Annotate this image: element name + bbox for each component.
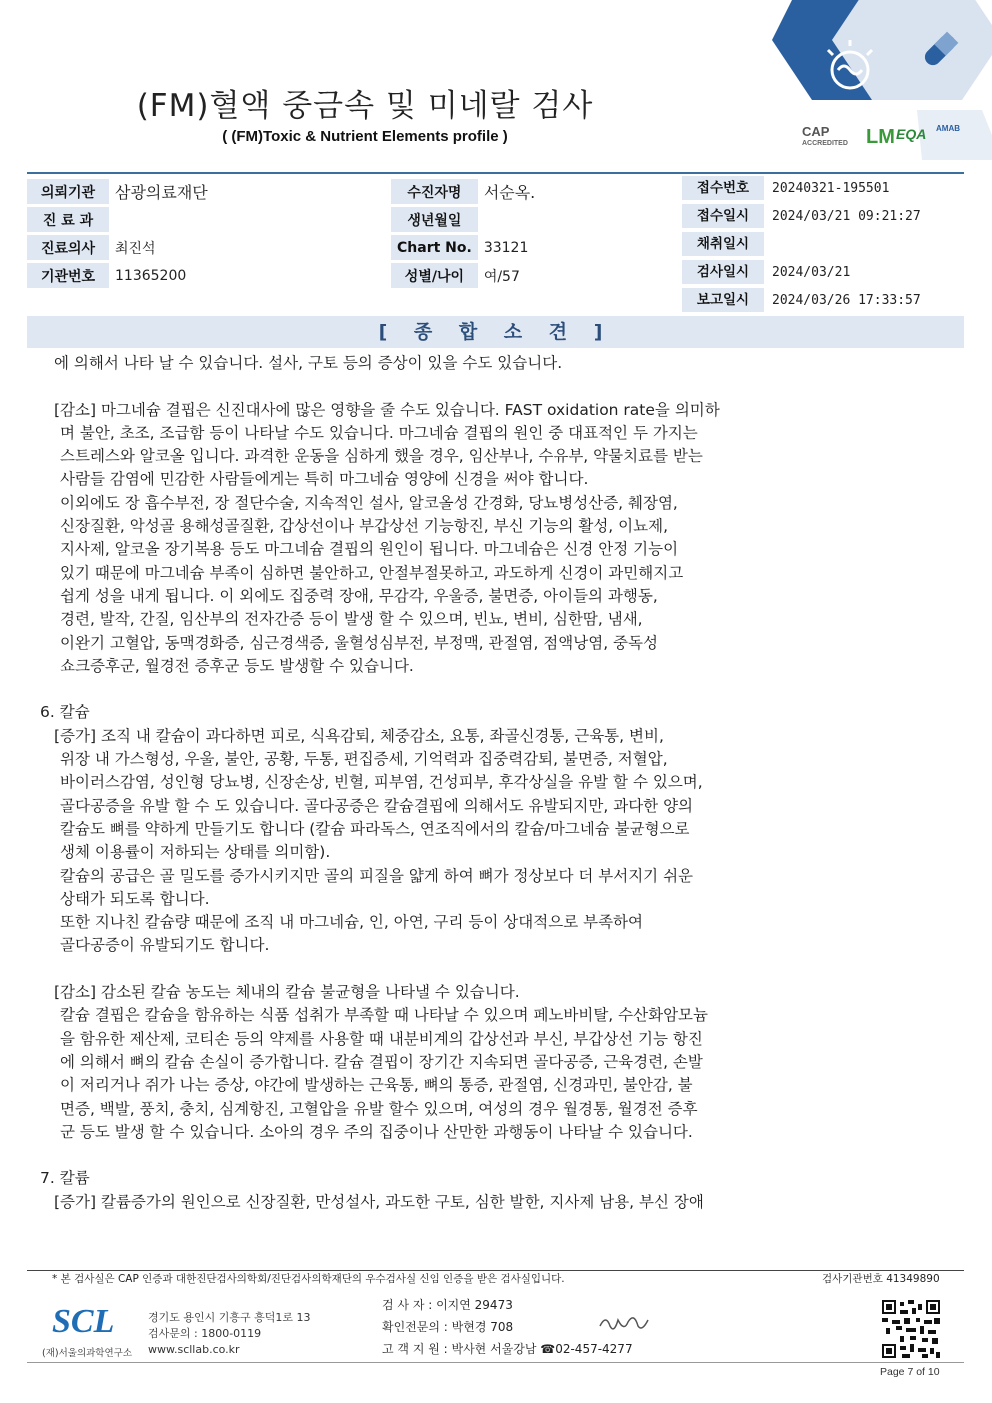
info-value: 최진석: [115, 240, 156, 257]
report-line: 을 함유한 제산제, 코티손 등의 약제를 사용할 때 내분비계의 갑상선과 부신, 부갑상선 기능 항진: [60, 1029, 703, 1048]
certification-note: * 본 검사실은 CAP 인증과 대한진단검사의학회/진단검사의학재단의 우수검사실 신임 인증을 받은 검사실입니다.: [52, 1273, 565, 1285]
scl-logo: SCL: [52, 1303, 115, 1340]
info-label: 의뢰기관: [27, 179, 109, 204]
info-value: 33121: [483, 239, 529, 256]
date-row: [682, 288, 964, 312]
report-line: 있기 때문에 마그네슘 부족이 심하면 불안하고, 안절부절못하고, 과도하게 신경이 과민해지고: [60, 563, 684, 582]
address-text: 경기도 용인시 기흥구 흥덕1로 13: [148, 1311, 311, 1324]
report-line: 골다공증을 유발 할 수 도 있습니다. 골다공증은 칼슘결핍에 의해서도 유발되지만, 과다한 양의: [60, 796, 694, 815]
date-value: 2024/03/21 09:21:27: [772, 208, 921, 224]
org-name: (재)서울의과학연구소: [42, 1348, 133, 1359]
page-subtitle: ( (FM)Toxic & Nutrient Elements profile ): [222, 128, 508, 145]
report-line: 지사제, 알코올 장기복용 등도 마그네슘 결핍의 원인이 됩니다. 마그네슘은 신경 안정 기능이: [60, 540, 679, 559]
info-label: Chart No.: [391, 235, 478, 260]
info-row: [27, 179, 670, 204]
certification-logos: [796, 120, 966, 160]
report-line: [감소] 마그네슘 결핍은 신진대사에 많은 영향을 줄 수도 있습니다. FAST oxidation rate을 의미하: [54, 400, 720, 419]
amab-logo: AMAB: [936, 124, 960, 133]
report-line: 에 의해서 나타 날 수 있습니다. 설사, 구토 등의 증상이 있을 수도 있습니다.: [54, 354, 563, 372]
report-line: 신장질환, 악성골 용해성골질환, 갑상선이나 부갑상선 기능항진, 부신 기능의 활성, 이뇨제,: [60, 517, 669, 536]
report-line: 에 의해서 뼈의 칼슘 손실이 증가합니다. 칼슘 결핍이 장기간 지속되면 골다공증, 근육경련, 손발: [60, 1052, 703, 1071]
report-line: 7. 칼륨: [40, 1169, 90, 1188]
date-value: 2024/03/26 17:33:57: [772, 292, 921, 308]
eqa-logo: EQA: [896, 126, 927, 142]
page-number: Page 7 of 10: [880, 1366, 940, 1378]
cap-logo: CAP: [802, 124, 830, 139]
date-label: 접수번호: [682, 176, 764, 200]
header-divider: [27, 172, 964, 174]
report-line: [증가] 칼륨증가의 원인으로 신장질환, 만성설사, 과도한 구토, 심한 발한, 지사제 남용, 부신 장애: [54, 1192, 704, 1211]
report-line: 쇼크증후군, 월경전 증후군 등도 발생할 수 있습니다.: [60, 656, 414, 675]
signature-block: [382, 1294, 633, 1360]
report-line: 6. 칼슘: [40, 703, 90, 722]
report-line: 사람들 감염에 민감한 사람들에게는 특히 마그네슘 영양에 신경을 써야 합니다.: [60, 470, 589, 489]
report-dates-panel: [682, 176, 964, 316]
date-value: 20240321-195501: [772, 180, 890, 196]
report-body: [40, 352, 920, 1214]
report-line: 쉽게 성을 내게 됩니다. 이 외에도 집중력 장애, 무감각, 우울증, 불면증, 아이들의 과행동,: [60, 586, 658, 605]
info-value: 서순옥.: [483, 183, 536, 202]
report-line: 상태가 되도록 합니다.: [60, 889, 210, 908]
date-row: [682, 232, 964, 256]
info-value: 여/57: [483, 268, 520, 285]
info-label: 생년월일: [391, 207, 478, 232]
footer-bottom-rule: [27, 1362, 964, 1363]
report-line: 골다공증이 유발되기도 합니다.: [60, 936, 270, 955]
examiner-line: 검 사 자 : 이지연 29473: [382, 1298, 513, 1312]
info-value: 11365200: [115, 267, 187, 284]
report-line: 스트레스와 알코올 입니다. 과격한 운동을 심하게 했을 경우, 임산부나, 수유부, 약물치료를 받는: [60, 447, 703, 466]
report-line: [감소] 감소된 칼슘 농도는 체내의 칼슘 불균형을 나타낼 수 있습니다.: [54, 983, 520, 1002]
inquiry-phone: 검사문의 : 1800-0119: [148, 1327, 262, 1340]
blank-line: [40, 1144, 920, 1167]
info-value: [109, 207, 391, 232]
report-line: 이외에도 장 흡수부전, 장 절단수술, 지속적인 설사, 알코올성 간경화, 당뇨병성산증, 췌장염,: [60, 493, 678, 512]
report-line: 면증, 백발, 풍치, 충치, 심계항진, 고혈압을 유발 할수 있으며, 여성의 경우 월경통, 월경전 증후: [60, 1099, 698, 1118]
info-label: 기관번호: [27, 263, 109, 288]
date-label: 검사일시: [682, 260, 764, 284]
contact-block: [148, 1310, 311, 1358]
blank-line: [40, 958, 920, 981]
report-line: 군 등도 발생 할 수 있습니다. 소아의 경우 주의 집중이나 산만한 과행동이 나타날 수 있습니다.: [60, 1122, 693, 1141]
info-label: 진 료 과: [27, 207, 109, 232]
website-link[interactable]: www.scllab.co.kr: [148, 1343, 240, 1356]
report-line: 위장 내 가스형성, 우울, 불안, 공황, 두통, 편집증세, 기억력과 집중력감퇴, 불면증, 저혈압,: [60, 750, 668, 769]
report-line: 생체 이용률이 저하되는 상태를 의미함).: [60, 843, 331, 862]
date-row: [682, 260, 964, 284]
report-line: 칼슘도 뼈를 약하게 만들기도 합니다 (칼슘 파라독스, 연조직에서의 칼슘/마그네슘 불균형으로: [60, 819, 690, 838]
report-line: [증가] 조직 내 칼슘이 과다하면 피로, 식욕감퇴, 체중감소, 요통, 좌골신경통, 근육통, 변비,: [54, 726, 664, 745]
qr-code-icon: [882, 1300, 940, 1358]
report-line: 칼슘 결핍은 칼슘을 함유하는 식품 섭취가 부족할 때 나타날 수 있으며 페노바비탈, 수산화암모늄: [60, 1006, 709, 1025]
blank-line: [40, 375, 920, 398]
date-label: 보고일시: [682, 288, 764, 312]
report-line: 이 저리거나 쥐가 나는 증상, 야간에 발생하는 근육통, 뼈의 통증, 관절염, 신경과민, 불안감, 불: [60, 1076, 693, 1095]
info-row: [27, 235, 670, 260]
support-line: 고 객 지 원 : 박사현 서울강남 ☎02-457-4277: [382, 1342, 633, 1356]
report-line: 칼슘의 공급은 골 밀도를 증가시키지만 골의 피질을 얇게 하여 뼈가 정상보다 더 부서지기 쉬운: [60, 866, 694, 885]
page-title: (FM)혈액 중금속 및 미네랄 검사: [136, 88, 594, 124]
info-label: 수진자명: [391, 179, 478, 204]
lm-logo: LM: [866, 126, 895, 148]
date-row: [682, 204, 964, 228]
report-line: 며 불안, 초조, 조급함 등이 나타날 수도 있습니다. 마그네슘 결핍의 원인 중 대표적인 두 가지는: [60, 423, 698, 442]
date-label: 접수일시: [682, 204, 764, 228]
report-line: 또한 지나친 칼슘량 때문에 조직 내 마그네슘, 인, 아연, 구리 등이 상대적으로 부족하여: [60, 913, 643, 932]
report-line: 바이러스감염, 성인형 당뇨병, 신장손상, 빈혈, 피부염, 건성피부, 후각상실을 유발 할 수 있으며,: [60, 773, 703, 792]
patient-info-table: [27, 176, 670, 291]
report-line: 이완기 고혈압, 동맥경화증, 심근경색증, 울혈성심부전, 부정맥, 관절염, 점액낭염, 중독성: [60, 633, 658, 652]
lab-number: 검사기관번호 41349890: [822, 1273, 940, 1285]
info-value: [478, 207, 670, 232]
report-line: 경련, 발작, 간질, 임산부의 전자간증 등이 발생 할 수 있으며, 빈뇨, 변비, 심한땀, 냄새,: [60, 610, 643, 629]
reviewer-line: 확인전문의 : 박현경 708: [382, 1320, 514, 1334]
info-label: 진료의사: [27, 235, 109, 260]
date-label: 채취일시: [682, 232, 764, 256]
cap-accredited-text: ACCREDITED: [802, 140, 848, 147]
signature-image: [596, 1312, 652, 1334]
date-row: [682, 176, 964, 200]
info-row: [27, 263, 670, 288]
date-value: 2024/03/21: [772, 264, 851, 280]
info-label: 성별/나이: [391, 263, 478, 288]
blank-line: [40, 678, 920, 701]
info-value: 삼광의료재단: [115, 183, 208, 202]
summary-heading: [ 종 합 소 견 ]: [27, 316, 964, 348]
info-row: [27, 207, 670, 232]
